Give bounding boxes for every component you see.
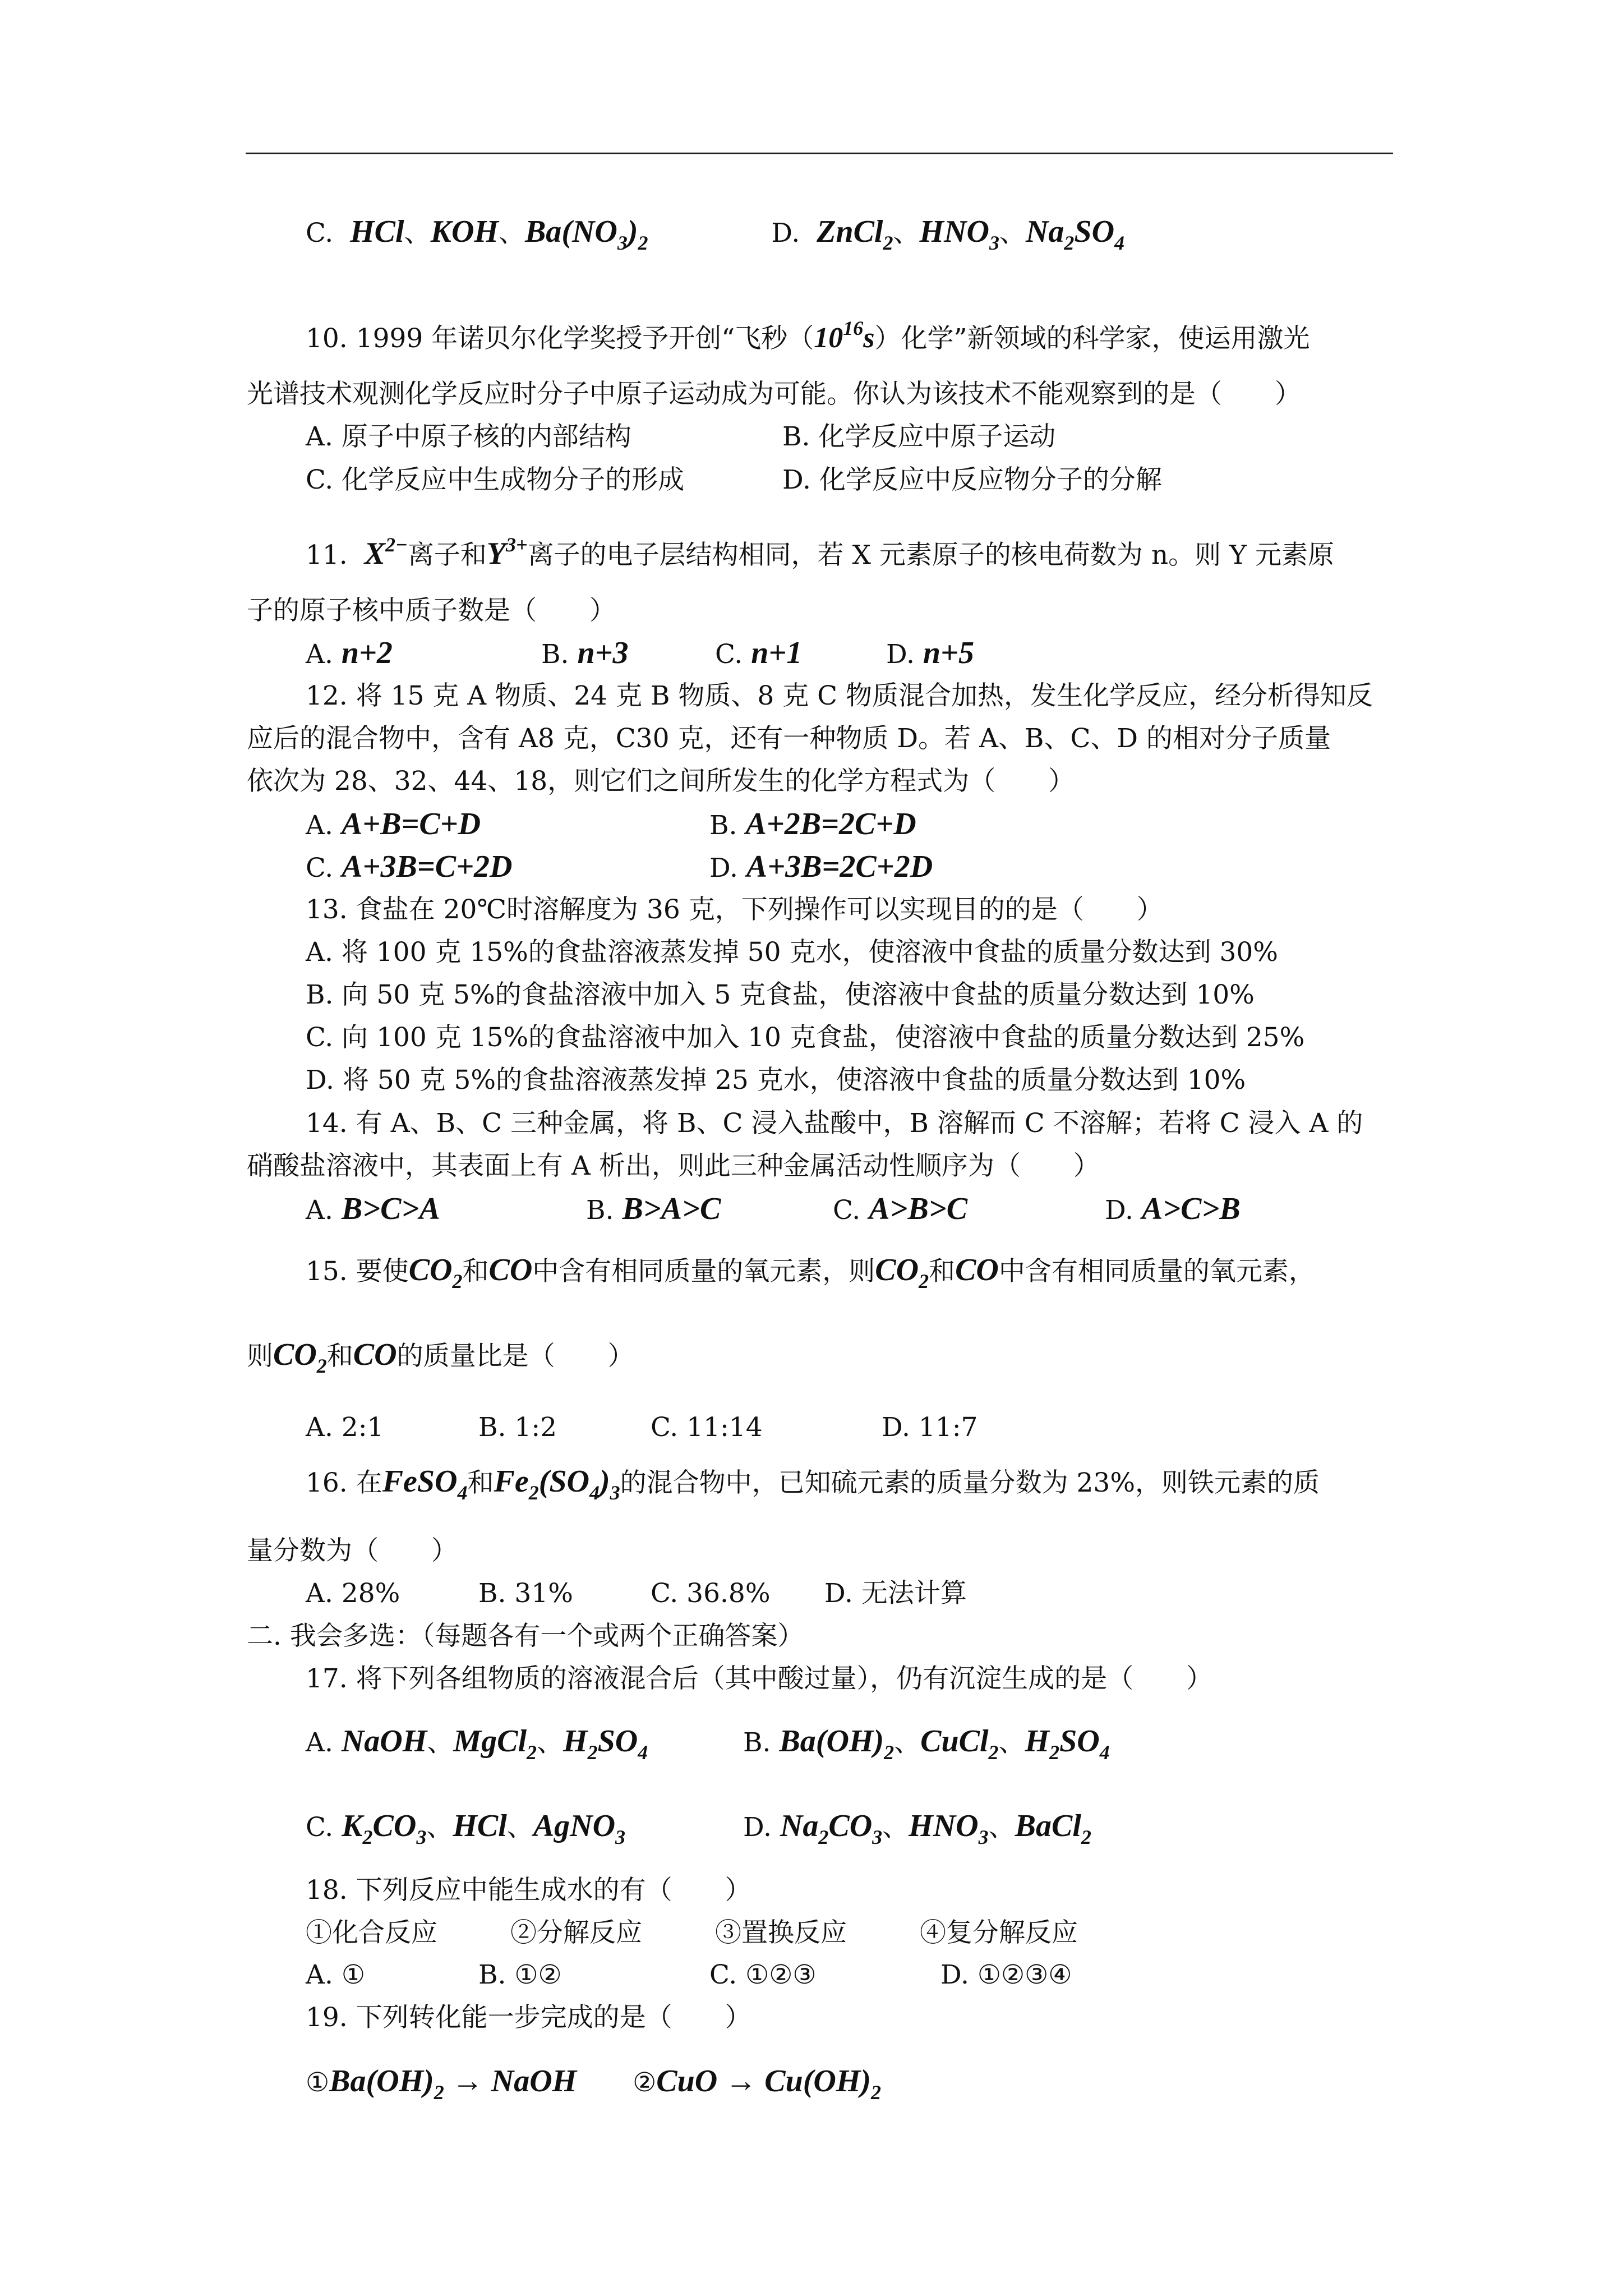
q17-options-ab xyxy=(306,1724,1110,1770)
q10-option-d: D. 化学反应中反应物分子的分解 xyxy=(782,464,1162,495)
q16-option-b: B. 31% xyxy=(478,1578,573,1609)
q17-option-a: A. NaOH、MgCl$_2$、$H_2SO_4$ xyxy=(306,1724,648,1764)
q12-stem-line1: 12. 将 15 克 A 物质、24 克 B 物质、8 克 C 物质混合加热，发生化学反应，经分析得知反 xyxy=(306,680,1373,711)
q17-stem: 17. 将下列各组物质的溶液混合后（其中酸过量），仍有沉淀生成的是（ ） xyxy=(306,1663,1213,1694)
q18-item-1: ①化合反应 xyxy=(306,1917,437,1948)
q14-option-c: C. A>B>C xyxy=(833,1191,968,1226)
q18-item-3: ③置换反应 xyxy=(715,1917,847,1948)
q10-stem-line1: 10. 1999 年诺贝尔化学奖授予开创“飞秒$(10^{16}s)$化学”新领域的科学家，使运用激光 xyxy=(306,317,1310,354)
q19-stem: 19. 下列转化能一步完成的是（ ） xyxy=(306,2002,751,2033)
q18-items xyxy=(306,1916,1078,1950)
q18-option-a: A. ① xyxy=(306,1959,365,1990)
q16-options xyxy=(306,1576,967,1611)
q15-option-d: D. 11:7 xyxy=(882,1412,978,1443)
q17-options-cd xyxy=(306,1809,1091,1855)
q15-option-c: C. 11:14 xyxy=(651,1412,763,1443)
q13-option-d: D. 将 50 克 5%的食盐溶液蒸发掉 25 克水，使溶液中食盐的质量分数达到 10% xyxy=(306,1065,1246,1096)
q11-option-b: B. n+3 xyxy=(541,636,629,670)
q16-option-d: D. 无法计算 xyxy=(824,1578,967,1609)
q14-option-a: A. B>C>A xyxy=(306,1191,440,1226)
q13-stem: 13. 食盐在 20℃时溶解度为 36 克，下列操作可以实现目的的是（ ） xyxy=(306,894,1163,925)
q15-options xyxy=(306,1410,978,1445)
q9-option-d-formula: ZnCl$_2$、$HNO_3$、$Na_2SO_4$ xyxy=(817,214,1125,254)
header-rule xyxy=(246,153,1393,154)
q12-option-a: A. A+B=C+D xyxy=(306,807,481,841)
q19-items: $①Ba(OH)_2$ → NaOH ②CuO → $Cu(OH)_2$ xyxy=(306,2064,882,2104)
q14-options xyxy=(306,1191,1241,1228)
q18-option-b: B. ①② xyxy=(478,1959,562,1990)
q9-option-c-formula: HCl、KOH、$Ba(NO_3)_2$ xyxy=(350,214,648,254)
q15-stem-line2: 则$CO_2$和CO的质量比是（ ） xyxy=(247,1337,634,1377)
q10-options-ab xyxy=(306,420,1055,454)
q18-option-d: D. ①②③④ xyxy=(940,1959,1072,1990)
q10-option-c: C. 化学反应中生成物分子的形成 xyxy=(306,464,685,495)
q10-options-cd xyxy=(306,463,1162,498)
q18-stem: 18. 下列反应中能生成水的有（ ） xyxy=(306,1875,751,1906)
q14-option-b: B. B>A>C xyxy=(586,1191,721,1226)
q13-option-c: C. 向 100 克 15%的食盐溶液中加入 10 克食盐，使溶液中食盐的质量分数达到 25% xyxy=(306,1022,1305,1053)
q13-option-a: A. 将 100 克 15%的食盐溶液蒸发掉 50 克水，使溶液中食盐的质量分数达到 30% xyxy=(306,937,1278,968)
q11-stem-line1: 11. $X^{2-}$离子和$Y^{3+}$离子的电子层结构相同，若 X 元素原子的核电荷数为 n。则 Y 元素原 xyxy=(306,533,1335,571)
q16-stem-line2: 量分数为（ ） xyxy=(247,1535,458,1566)
q17-option-d: D. $Na_2CO_3$、$HNO_3$、BaCl$_2$ xyxy=(743,1809,1091,1848)
q11-option-d: D. n+5 xyxy=(886,636,974,670)
q11-stem-line2: 子的原子核中质子数是（ ） xyxy=(247,595,616,626)
q14-stem-line2: 硝酸盐溶液中，其表面上有 A 析出，则此三种金属活动性顺序为（ ） xyxy=(247,1151,1100,1181)
q11-option-c: C. n+1 xyxy=(715,636,803,670)
q9-options xyxy=(306,214,1124,260)
q15-option-a: A. 2:1 xyxy=(306,1412,384,1443)
q18-item-4: ④复分解反应 xyxy=(920,1917,1078,1948)
q11-options xyxy=(306,636,974,672)
q10-option-b: B. 化学反应中原子运动 xyxy=(782,421,1056,452)
q17-option-c: C. $K_2CO_3$、HCl、AgNO$_3$ xyxy=(306,1809,626,1848)
q10-stem-line2: 光谱技术观测化学反应时分子中原子运动成为可能。你认为该技术不能观察到的是（ ） xyxy=(247,379,1301,409)
q18-item-2: ②分解反应 xyxy=(510,1917,642,1948)
q16-stem-line1: 16. 在FeSO$_4$和$Fe_2(SO_4)_3$的混合物中，已知硫元素的质量分数为 23%，则铁元素的质 xyxy=(306,1464,1320,1504)
q9-option-d-label: D. xyxy=(771,218,800,249)
q12-option-c: C. A+3B=C+2D xyxy=(306,849,513,884)
q16-option-c: C. 36.8% xyxy=(651,1578,771,1609)
q12-option-d: D. A+3B=2C+2D xyxy=(709,849,933,884)
q17-option-b: B. $Ba(OH)_2$、CuCl$_2$、$H_2SO_4$ xyxy=(743,1724,1110,1764)
q12-stem-line2: 应后的混合物中，含有 A8 克，C30 克，还有一种物质 D。若 A、B、C、D 的相对分子质量 xyxy=(247,723,1331,754)
q14-option-d: D. A>C>B xyxy=(1105,1191,1241,1226)
q10-option-a: A. 原子中原子核的内部结构 xyxy=(306,421,631,452)
q18-options xyxy=(306,1958,1072,1993)
q14-stem-line1: 14. 有 A、B、C 三种金属，将 B、C 浸入盐酸中，B 溶解而 C 不溶解；若将 C 浸入 A 的 xyxy=(306,1108,1363,1139)
q15-option-b: B. 1:2 xyxy=(478,1412,557,1443)
section-2-heading: 二. 我会多选：（每题各有一个或两个正确答案） xyxy=(247,1621,804,1651)
q12-options-cd xyxy=(306,849,933,886)
q9-option-c-label: C. xyxy=(306,218,334,249)
q18-option-c: C. ①②③ xyxy=(709,1959,817,1990)
q13-option-b: B. 向 50 克 5%的食盐溶液中加入 5 克食盐，使溶液中食盐的质量分数达到 10% xyxy=(306,979,1255,1010)
q12-stem-line3: 依次为 28、32、44、18，则它们之间所发生的化学方程式为（ ） xyxy=(247,766,1075,797)
q12-options-ab xyxy=(306,807,916,843)
q15-stem-line1: 15. 要使$CO_2$和CO中含有相同质量的氧元素，则$CO_2$和CO中含有相同质量的氧元素， xyxy=(306,1253,1315,1292)
q11-option-a: A. n+2 xyxy=(306,636,393,670)
q16-option-a: A. 28% xyxy=(306,1578,400,1609)
q12-option-b: B. A+2B=2C+D xyxy=(709,807,916,841)
